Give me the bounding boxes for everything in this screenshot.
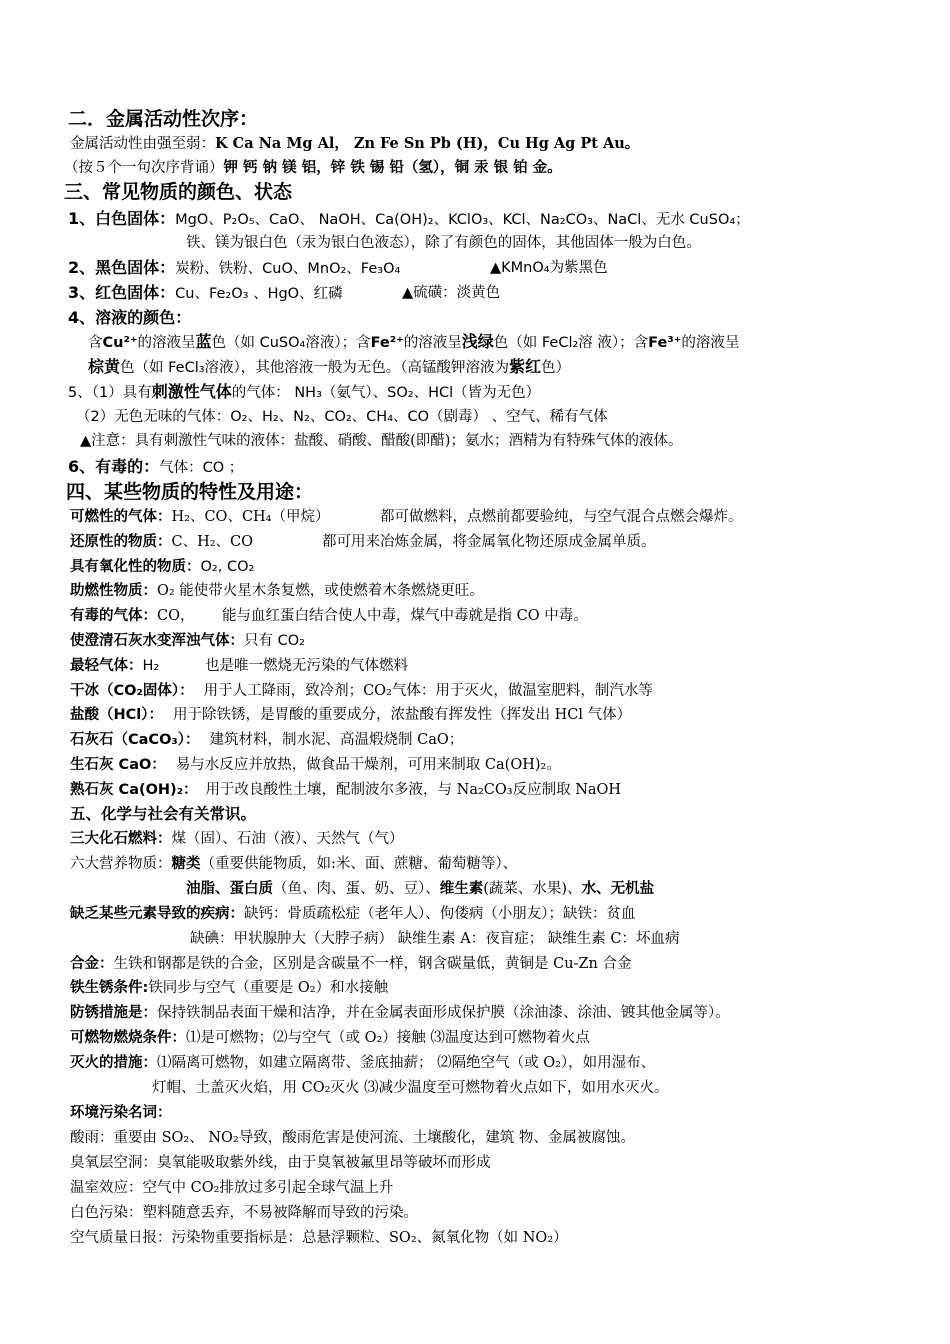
text-span: 只有 CO₂ [244,633,305,649]
deficiency-line-1 [70,903,636,925]
dry-ice-line [70,680,653,702]
text-span: 用于除铁锈，是胃酸的重要成分，浓盐酸有挥发性（挥发出 HCl 气体） [173,707,632,723]
red-solids-line [68,282,343,305]
toxic-label: 6、有毒的： [68,457,160,476]
oxidizing-label: 具有氧化性的物质： [70,559,201,575]
text-span: C、H₂、CO [171,534,254,550]
red-solids-label: 3、红色固体： [68,283,176,302]
limewater-label: 使澄清石灰水变浑浊气体： [70,633,244,649]
burn-condition-label: 可燃物燃烧条件： [70,1030,186,1046]
rust-line [70,977,388,999]
text-span: 用于改良酸性土壤，配制波尔多液，与 Na₂CO₃反应制取 NaOH [205,782,622,798]
reducing-label: 还原性的物质： [70,534,172,550]
text-span: 色（如 FeCl₃溶液），其他溶液一般为无色。（高锰酸钾溶液为 [120,360,510,376]
fat-protein-term: 油脂、蛋白质 [186,881,273,897]
text-span: 含 [88,335,103,351]
lightest-gas-label: 最轻气体： [70,658,143,674]
fossil-fuel-line [70,828,404,850]
oxidizing-line [70,556,254,578]
text-span: O₂ 能使带火星木条复燃，或使燃着木条燃烧更旺。 [157,583,484,599]
text-span: 缺钙：骨质疏松症（老年人）、佝偻病（小朋友）；缺铁：贫血 [244,906,636,922]
fossil-fuel-label: 三大化石燃料： [70,831,172,847]
text-span: CO， [157,608,195,624]
rust-label: 铁生锈条件: [70,980,149,996]
slaked-lime-line [70,779,621,801]
kmno4-note: ▲KMnO₄为紫黑色 [490,260,608,276]
text-span: 色（如 CuSO₄溶液）；含 [211,335,371,351]
hcl-label: 盐酸（HCl）： [70,707,163,723]
text-span: 保持铁制品表面干燥和洁净，并在金属表面形成保护膜（涂油漆、涂油、镀其他金属等）。 [157,1005,730,1021]
section-5-title: 五、化学与社会有关常识。 [70,805,257,823]
blue-word: 蓝 [195,332,212,351]
cu-ion: Cu²⁺ [102,335,138,351]
text-span: 生铁和钢都是铁的合金，区别是含碳量不一样，钢含碳量低，黄铜是 Cu-Zn 合金 [113,956,632,972]
hcl-line [70,704,631,726]
text-span: 的气体： NH₃（氨气）、SO₂、HCl（皆为无色） [231,385,541,401]
fe3-ion: Fe³⁺ [648,335,682,351]
greenhouse-line: 温室效应：空气中 CO₂排放过多引起全球气温上升 [70,1180,394,1196]
toxic-text: 气体：CO ； [159,460,244,476]
rust-prevention-label: 防锈措施是： [70,1005,157,1021]
limestone-line [70,729,463,751]
metal-mnemonic-text: 钾 钙 钠 镁 铝，锌 铁 锡 铅（氢），铜 汞 银 铂 金。 [223,160,562,176]
vitamin-term: 维生素 [439,881,484,897]
text-span: 建筑材料，制水泥、高温煅烧制 CaO； [209,732,464,748]
fe2-ion: Fe²⁺ [370,335,404,351]
nutrients-label: 六大营养物质： [70,856,172,872]
text-span: (蔬菜、水果)、 [483,881,582,897]
toxic-gas-line [70,605,194,627]
lightest-gas-line [70,655,159,677]
limewater-line [70,630,305,652]
deficiency-line-2: 缺碘：甲状腺肿大（大脖子病） 缺维生素 A：夜盲症； 缺维生素 C：坏血病 [190,931,680,947]
black-solids-text: 炭粉、铁粉、CuO、MnO₂、Fe₃O₄ [175,261,401,277]
combustible-gas-note: 都可做燃料，点燃前都要验纯，与空气混合点燃会爆炸。 [380,509,743,525]
pollution-label: 环境污染名词： [70,1105,172,1121]
solution-color-label: 4、溶液的颜色： [68,308,192,327]
extinguish-line-2: 灯帽、土盖灭火焰，用 CO₂灭火 ⑶减少温度至可燃物着火点如下，如用水灭火。 [152,1080,669,1096]
limestone-label: 石灰石（CaCO₃）： [70,732,200,748]
toxic-gas-note: 能与血红蛋白结合使人中毒，煤气中毒就是指 CO 中毒。 [222,608,588,624]
text-span: 5、（1）具有 [68,385,152,401]
text-span: 用于人工降雨，致冷剂；CO₂气体：用于灭火，做温室肥料，制汽水等 [203,683,653,699]
reducing-note: 都可用来冶炼金属，将金属氧化物还原成金属单质。 [322,534,656,550]
pollution-label-line [70,1102,172,1124]
water-mineral-term: 水、无机盐 [581,881,655,897]
text-span: 铁同步与空气（重要是 O₂）和水接触 [148,980,389,996]
deficiency-label: 缺乏某些元素导致的疾病： [70,906,244,922]
burn-condition-line [70,1027,590,1049]
nutrients-line-1 [70,853,517,875]
light-green-word: 浅绿 [461,332,494,351]
black-solids-line [68,257,400,280]
toxic-line [68,456,243,479]
extinguish-label: 灭火的措施： [70,1055,157,1071]
section-4-title: 四、某些物质的特性及用途： [66,481,314,503]
combustion-support-line [70,580,484,602]
air-quality-line: 空气质量日报：污染物重要指标是：总悬浮颗粒、SO₂、氮氧化物（如 NO₂） [70,1230,568,1246]
brown-yellow-word: 棕黄 [88,357,121,376]
odorless-gas-line: （2）无色无味的气体：O₂、H₂、N₂、CO₂、CH₄、CO（剧毒） 、空气、稀有气体 [76,409,608,425]
text-span: ⑴是可燃物；⑵与空气（或 O₂）接触 ⑶温度达到可燃物着火点 [186,1030,590,1046]
combustible-gas-line [70,506,330,528]
text-span: H₂ [142,658,160,674]
acid-rain-line: 酸雨：重要由 SO₂、 NO₂导致，酸雨危害是使河流、土壤酸化，建筑 物、金属被腐蚀。 [70,1130,635,1146]
metal-activity-line [70,133,639,155]
combustion-support-label: 助燃性物质： [70,583,157,599]
text-span: 色（如 FeCl₂溶 液）；含 [493,335,649,351]
white-solids-line [68,208,750,231]
reducing-line [70,531,253,553]
dry-ice-label: 干冰（CO₂固体）： [70,683,194,699]
alloy-label: 合金： [70,956,114,972]
quicklime-label: 生石灰 CaO： [70,757,166,773]
white-solids-note: 铁、镁为银白色（汞为银白色液态），除了有颜色的固体，其他固体一般为白色。 [186,235,701,251]
irritant-gas-line [68,381,540,404]
text-span: ⑴隔离可燃物，如建立隔离带、釜底抽薪； ⑵隔绝空气（或 O₂），如用湿布、 [157,1055,656,1071]
alloy-line [70,953,631,975]
text-span: 煤（固）、石油（液）、天然气（气） [171,831,404,847]
text-span: 的溶液呈 [681,335,740,351]
metal-activity-label: 金属活动性由强至弱： [70,136,215,152]
solution-color-line-1 [88,331,739,354]
text-span: O₂, CO₂ [200,559,255,575]
toxic-gas-label: 有毒的气体： [70,608,157,624]
red-solids-text: Cu、Fe₂O₃ 、HgO、红磷 [175,286,343,302]
solution-color-label-line [68,307,191,330]
metal-activity-series: K Ca Na Mg Al， Zn Fe Sn Pb (H)，Cu Hg Ag Pt Au。 [215,135,640,152]
text-span: （重要供能物质，如:米、面、蔗糖、葡萄糖等）、 [200,856,518,872]
black-solids-label: 2、黑色固体： [68,258,176,277]
metal-mnemonic-line [64,157,562,179]
slaked-lime-label: 熟石灰 Ca(OH)₂： [70,782,198,798]
irritant-gas-term: 刺激性气体 [151,382,232,401]
purple-red-word: 紫红 [509,357,542,376]
white-solids-label: 1、白色固体： [68,209,176,228]
extinguish-line-1 [70,1052,655,1074]
text-span: 的溶液呈 [137,335,196,351]
ozone-hole-line: 臭氧层空洞：臭氧能吸取紫外线，由于臭氧被氟里昂等破坏而形成 [70,1155,491,1171]
irritant-liquid-note: ▲注意：具有刺激性气味的液体：盐酸、硝酸、醋酸(即醋)；氨水；酒精为有特殊气体的液体。 [80,433,683,449]
section-3-title: 三、常见物质的颜色、状态 [64,181,293,203]
sugar-term: 糖类 [171,856,201,872]
metal-mnemonic-label: （按５个一句次序背诵） [64,160,224,176]
text-span: 易与水反应并放热，做食品干燥剂，可用来制取 Ca(OH)₂。 [175,757,561,773]
text-span: H₂、CO、CH₄（甲烷） [171,509,330,525]
white-pollution-line: 白色污染：塑料随意丢弃，不易被降解而导致的污染。 [70,1205,418,1221]
lightest-gas-note: 也是唯一燃烧无污染的气体燃料 [205,658,408,674]
combustible-gas-label: 可燃性的气体： [70,509,172,525]
text-span: （鱼、肉、蛋、奶、豆）、 [273,881,440,897]
nutrients-line-2 [186,878,654,900]
section-2-title: 二．金属活动性次序： [68,108,259,130]
white-solids-text: MgO、P₂O₅、CaO、 NaOH、Ca(OH)₂、KClO₃、KCl、Na₂CO₃、NaCl、无水 CuSO₄； [175,212,750,228]
solution-color-line-2 [88,356,570,379]
text-span: 色） [541,360,571,376]
text-span: 的溶液呈 [403,335,462,351]
sulfur-note: ▲硫磺：淡黄色 [402,285,501,301]
quicklime-line [70,754,561,776]
rust-prevention-line [70,1002,730,1024]
